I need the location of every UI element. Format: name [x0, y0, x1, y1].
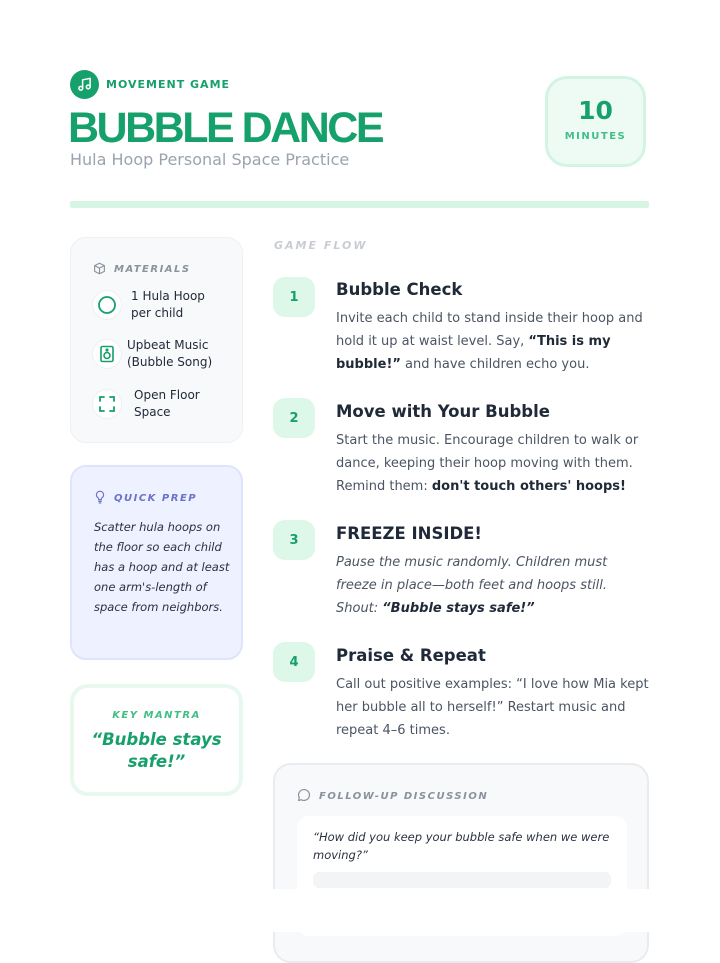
- key-mantra-heading: KEY MANTRA: [112, 710, 201, 721]
- material-text: Open Floor Space: [134, 388, 200, 419]
- key-mantra-card: [70, 684, 243, 796]
- step-title: Bubble Check: [336, 280, 463, 299]
- duration-value: 10: [578, 96, 613, 125]
- materials-card: [70, 237, 243, 443]
- circle-icon: [93, 291, 121, 319]
- step-title: Praise & Repeat: [336, 646, 486, 665]
- step-body: Pause the music randomly. Children must freeze in place—both feet and hoops still. Shout: “Bubble stays safe!”: [336, 555, 608, 616]
- duration-badge: [545, 76, 646, 167]
- speech-bubble-icon: [297, 787, 311, 806]
- step-number: 4: [273, 642, 315, 682]
- speaker-icon: [93, 340, 121, 368]
- duration-unit: MINUTES: [564, 131, 627, 142]
- step-number: 2: [273, 398, 315, 438]
- list-item: [93, 387, 214, 421]
- quick-prep-heading: [94, 489, 197, 508]
- quick-prep-heading-label: QUICK PREP: [114, 493, 198, 504]
- step-body: Invite each child to stand inside their hoop and hold it up at waist level. Say, “This is my bubble!” and have children echo you.: [336, 311, 643, 372]
- frame-corners-icon: [93, 390, 121, 418]
- materials-heading-label: MATERIALS: [114, 264, 191, 275]
- answer-line: [313, 872, 611, 888]
- page-subtitle: Hula Hoop Personal Space Practice: [70, 150, 350, 169]
- discussion-heading: [297, 787, 488, 806]
- list-item: [93, 288, 211, 322]
- discussion-question: “How did you keep your bubble safe when we were moving?”: [313, 830, 610, 862]
- step-number: 3: [273, 520, 315, 560]
- materials-heading: [93, 260, 191, 279]
- material-text: 1 Hula Hoop per child: [131, 289, 205, 320]
- box-icon: [93, 260, 106, 279]
- step-number: 1: [273, 277, 315, 317]
- page-bottom-edge: [0, 889, 720, 932]
- quick-prep-card: [70, 465, 243, 660]
- header-divider: [70, 201, 649, 208]
- music-note-icon: [70, 70, 99, 99]
- follow-up-discussion-card: [273, 763, 649, 963]
- step-title: Move with Your Bubble: [336, 402, 550, 421]
- discussion-heading-label: FOLLOW-UP DISCUSSION: [319, 791, 489, 802]
- page-title: BUBBLE DANCE: [68, 104, 382, 152]
- category-tag: MOVEMENT GAME: [106, 78, 231, 91]
- lightbulb-icon: [94, 489, 106, 508]
- game-flow-heading: GAME FLOW: [274, 239, 368, 252]
- material-text: Upbeat Music (Bubble Song): [127, 338, 213, 369]
- key-mantra-text: “Bubble stays safe!”: [91, 730, 222, 771]
- quick-prep-text: Scatter hula hoops on the floor so each child has a hoop and at least one arm's-length of space from neighbors.: [94, 520, 230, 614]
- step-title: FREEZE INSIDE!: [336, 524, 482, 543]
- step-body: Start the music. Encourage children to walk or dance, keeping their hoop moving with them. Remind them: don't touch others' hoops!: [336, 433, 639, 494]
- list-item: [93, 337, 227, 371]
- step-body: Call out positive examples: “I love how Mia kept her bubble all to herself!” Restart music and repeat 4–6 times.: [336, 677, 649, 738]
